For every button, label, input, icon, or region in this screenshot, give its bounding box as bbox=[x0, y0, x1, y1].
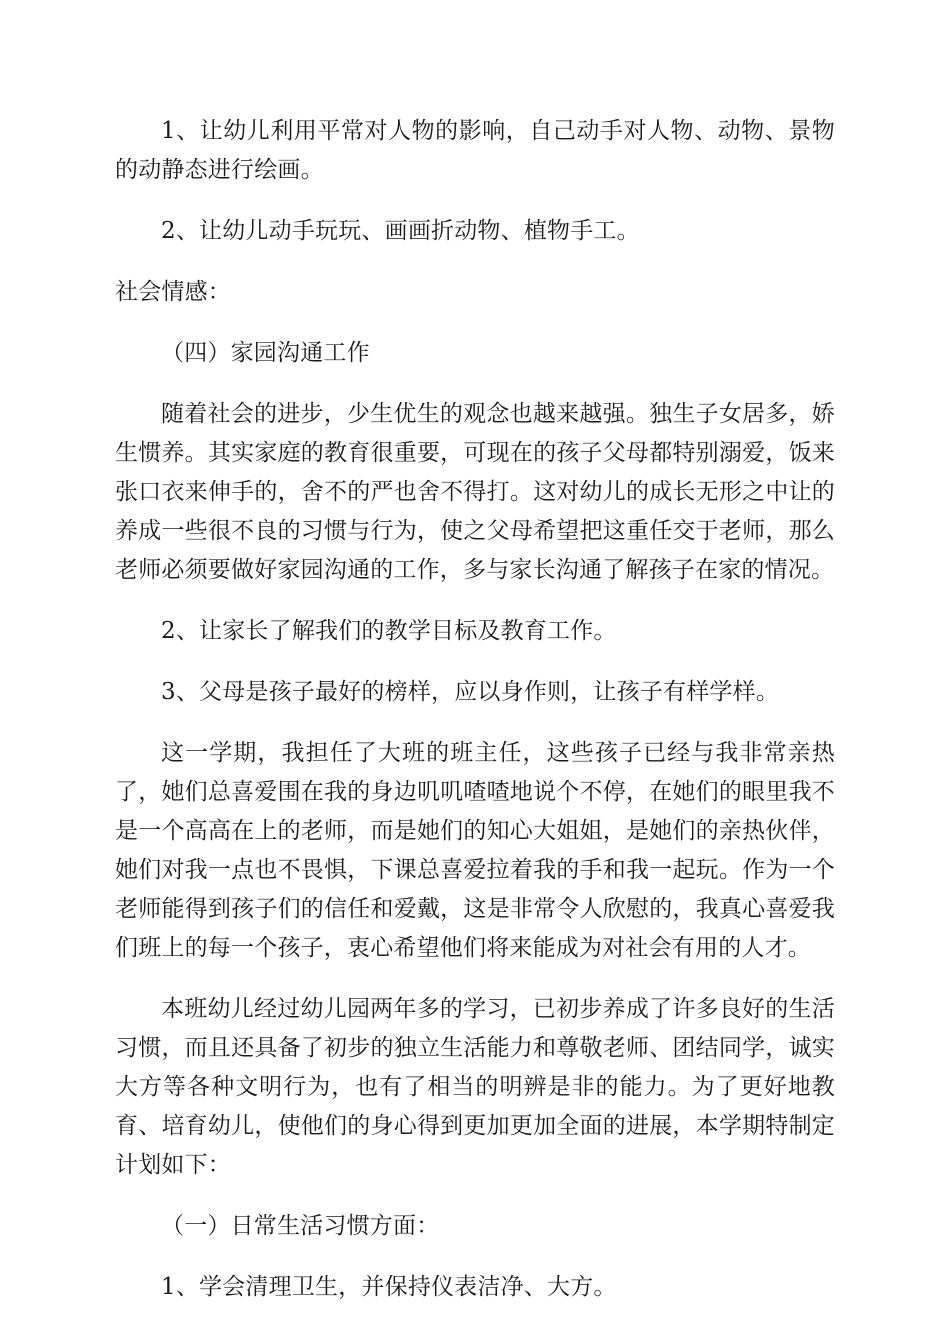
paragraph-drawing-1: 1、让幼儿利用平常对人物的影响，自己动手对人物、动物、景物的动静态进行绘画。 bbox=[115, 118, 835, 183]
section-heading-home-communication: （四）家园沟通工作 bbox=[161, 340, 370, 366]
paragraph-drawing-2: 2、让幼儿动手玩玩、画画折动物、植物手工。 bbox=[161, 218, 640, 244]
paragraph-parents-goals: 2、让家长了解我们的教学目标及教育工作。 bbox=[161, 618, 617, 644]
paragraph-parents-example: 3、父母是孩子最好的榜样，应以身作则，让孩子有样学样。 bbox=[161, 679, 780, 705]
section-label-social-emotion: 社会情感： bbox=[115, 279, 231, 305]
paragraph-hygiene: 1、学会清理卫生，并保持仪表洁净、大方。 bbox=[161, 1274, 617, 1300]
paragraph-society-progress: 随着社会的进步，少生优生的观念也越来越强。独生子女居多，娇生惯养。其实家庭的教育很重要，可现在的孩子父母都特别溺爱，饭来张口衣来伸手的，舍不的严也舍不得打。这对幼儿的成长无形之中让的养成一些很不良的习惯与行为，使之父母希望把这重任交于老师，那么老师必须要做好家园沟通的工作，多与家长沟通了解孩子在家的情况。 bbox=[115, 401, 835, 583]
document-body bbox=[115, 112, 835, 1329]
paragraph-class-overview: 本班幼儿经过幼儿园两年多的学习，已初步养成了许多良好的生活习惯，而且还具备了初步的独立生活能力和尊敬老师、团结同学，诚实大方等各种文明行为，也有了相当的明辨是非的能力。为了更好地教育、培育幼儿，使他们的身心得到更加更加全面的进展，本学期特制定计划如下： bbox=[115, 996, 835, 1178]
section-heading-daily-habits: （一）日常生活习惯方面： bbox=[161, 1213, 440, 1239]
paragraph-head-teacher: 这一学期，我担任了大班的班主任，这些孩子已经与我非常亲热了，她们总喜爱围在我的身边叽叽喳喳地说个不停，在她们的眼里我不是一个高高在上的老师，而是她们的知心大姐姐，是她们的亲热伙伴，她们对我一点也不畏惧，下课总喜爱拉着我的手和我一起玩。作为一个老师能得到孩子们的信任和爱戴，这是非常令人欣慰的，我真心喜爱我们班上的每一个孩子，衷心希望他们将来能成为对社会有用的人才。 bbox=[115, 740, 835, 961]
